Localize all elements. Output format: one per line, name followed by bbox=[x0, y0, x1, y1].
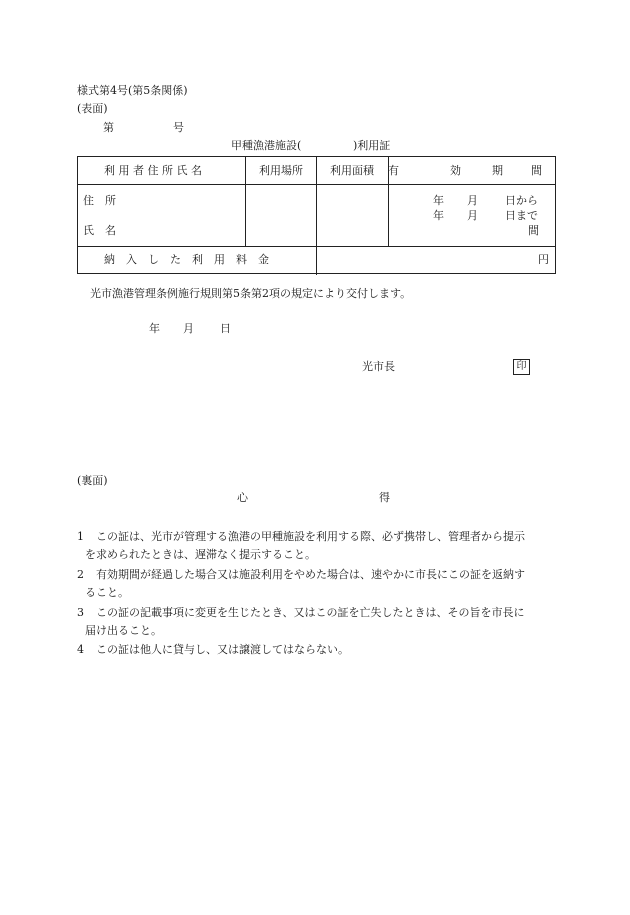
date-month: 月 bbox=[183, 322, 194, 335]
table-divider bbox=[78, 246, 555, 247]
label-name: 氏 名 bbox=[83, 224, 116, 237]
form-title-suffix: )利用証 bbox=[353, 139, 391, 152]
label-address: 住 所 bbox=[83, 194, 116, 207]
header-place: 利用場所 bbox=[259, 164, 303, 177]
form-title-prefix: 甲種漁港施設( bbox=[231, 139, 302, 152]
table-divider bbox=[245, 157, 246, 246]
notes-heading-1: 心 bbox=[237, 491, 248, 504]
front-side-label: (表面) bbox=[77, 102, 108, 115]
note-text-continued: を求められたときは、遅滞なく提示すること。 bbox=[85, 548, 316, 561]
note-text: この証の記載事項に変更を生じたとき、又はこの証を亡失したときは、その旨を市長に bbox=[96, 606, 525, 619]
back-side-label: (裏面) bbox=[77, 474, 108, 487]
issuer-mayor: 光市長 bbox=[362, 360, 395, 373]
period-year-until: 年 bbox=[433, 209, 444, 222]
header-validity-2: 効 bbox=[450, 164, 461, 177]
permit-table bbox=[77, 156, 556, 274]
note-text-continued: ること。 bbox=[85, 586, 129, 599]
note-number: 1 bbox=[77, 530, 84, 543]
note-number: 4 bbox=[77, 643, 84, 656]
note-number: 3 bbox=[77, 606, 84, 619]
table-divider bbox=[78, 184, 555, 185]
date-year: 年 bbox=[149, 322, 160, 335]
period-from: 日から bbox=[505, 194, 538, 207]
header-area: 利用面積 bbox=[330, 164, 374, 177]
header-user: 利 用 者 住 所 氏 名 bbox=[104, 164, 202, 177]
period-month-until: 月 bbox=[467, 209, 478, 222]
period-days: 間 bbox=[528, 224, 539, 237]
note-number: 2 bbox=[77, 568, 84, 581]
issuance-statement: 光市漁港管理条例施行規則第5条第2項の規定により交付します。 bbox=[90, 287, 412, 300]
header-validity-1: 有 bbox=[388, 164, 399, 177]
note-text: 有効期間が経過した場合又は施設利用をやめた場合は、速やかに市長にこの証を返納す bbox=[96, 568, 525, 581]
notes-heading-2: 得 bbox=[379, 491, 390, 504]
seal-mark: 印 bbox=[513, 359, 530, 375]
note-text-continued: 届け出ること。 bbox=[85, 624, 162, 637]
period-until: 日まで bbox=[505, 209, 538, 222]
table-divider bbox=[316, 157, 317, 275]
note-text: この証は、光市が管理する漁港の甲種施設を利用する際、必ず携帯し、管理者から提示 bbox=[96, 530, 525, 543]
header-validity-4: 間 bbox=[531, 164, 542, 177]
header-validity-3: 期 bbox=[492, 164, 503, 177]
note-text: この証は他人に貸与し、又は譲渡してはならない。 bbox=[96, 643, 349, 656]
number-go: 号 bbox=[173, 121, 184, 134]
period-year-from: 年 bbox=[433, 194, 444, 207]
fee-label: 納 入 し た 利 用 料 金 bbox=[104, 253, 269, 266]
period-month-from: 月 bbox=[467, 194, 478, 207]
number-dai: 第 bbox=[103, 121, 114, 134]
date-day: 日 bbox=[220, 322, 231, 335]
form-number: 様式第4号(第5条関係) bbox=[77, 84, 188, 97]
fee-unit: 円 bbox=[538, 253, 549, 266]
